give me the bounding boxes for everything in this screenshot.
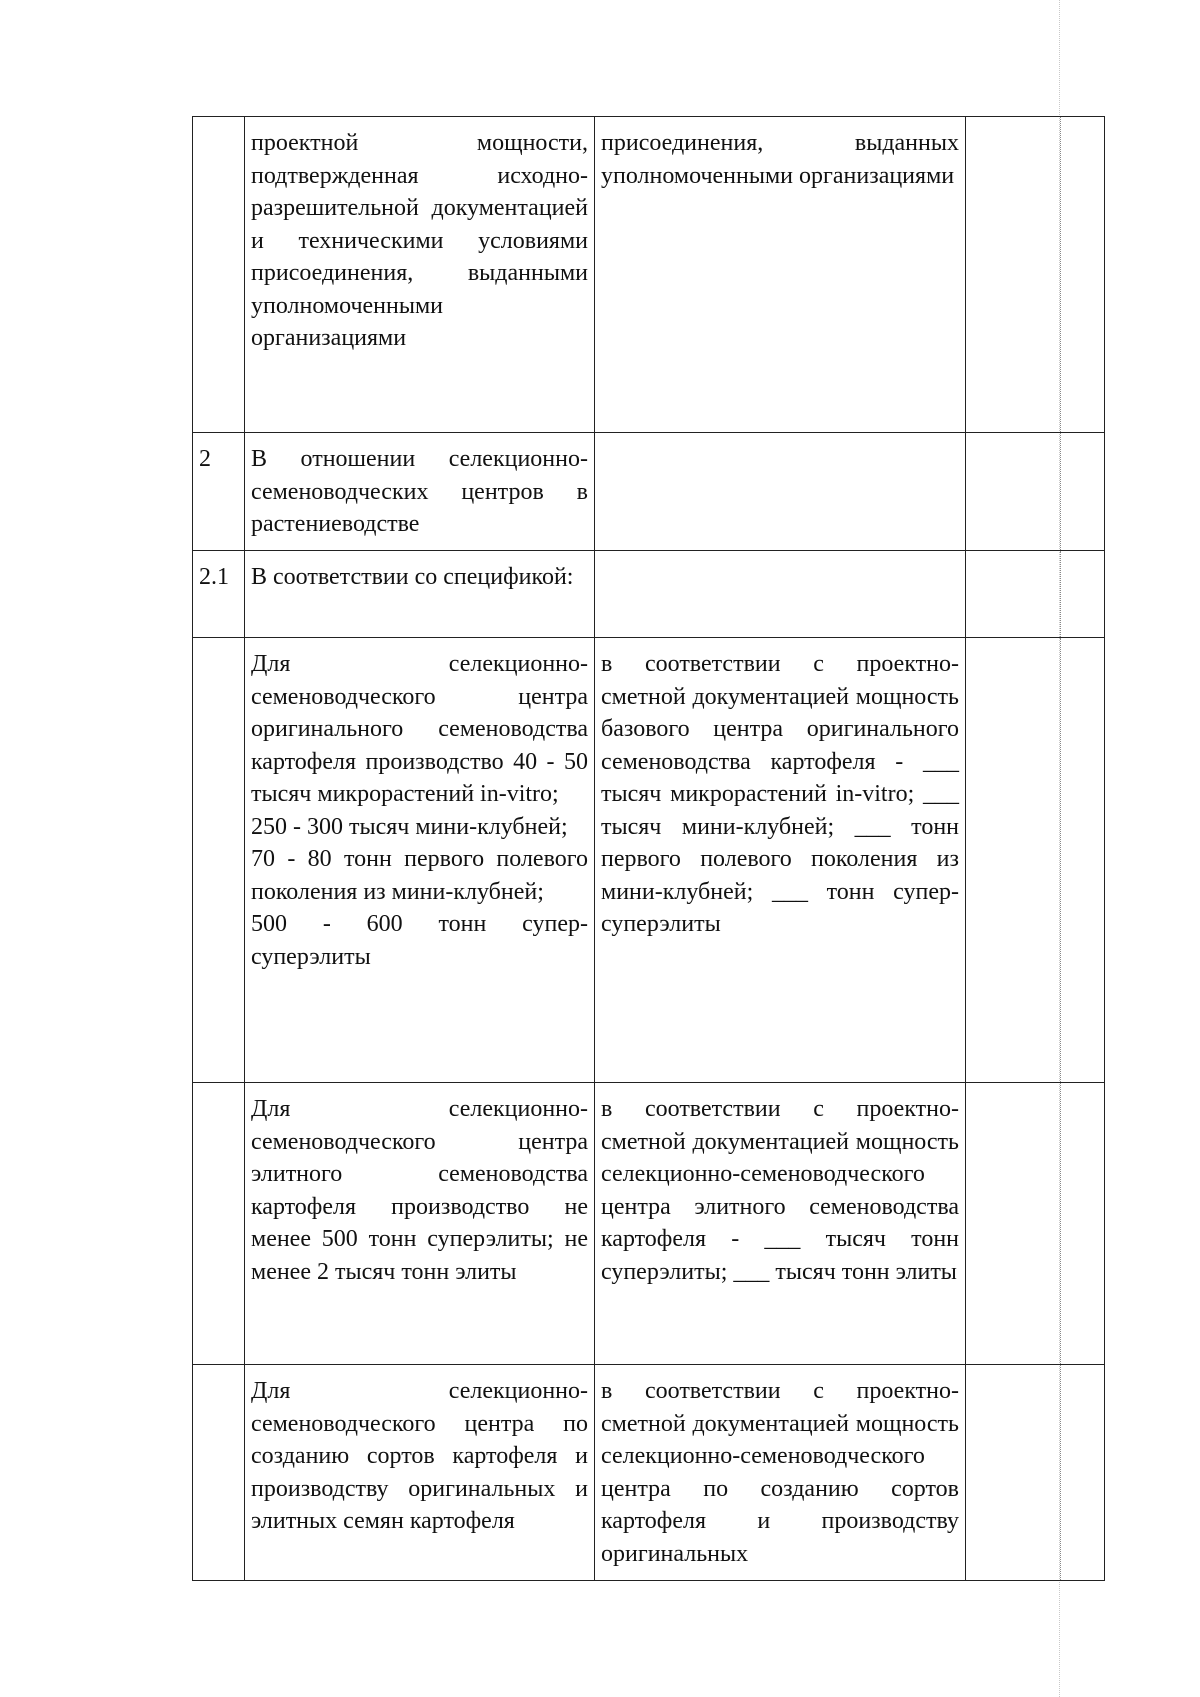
value-cell	[595, 638, 966, 1083]
criterion-text: В соответствии со спецификой:	[251, 564, 574, 590]
value-cell	[595, 1365, 966, 1581]
table-row	[193, 1083, 1105, 1365]
extra-cell	[966, 638, 1061, 1083]
criterion-cell	[245, 1083, 595, 1365]
extra-cell	[966, 1083, 1061, 1365]
row-number: 2.1	[193, 551, 245, 638]
row-number: 2	[193, 433, 245, 551]
row-number	[193, 638, 245, 1083]
extra-cell-right	[1061, 433, 1105, 551]
criterion-cell	[245, 638, 595, 1083]
criterion-text: Для селекционно-семеноводческого центра элитного семеноводства картофеля производство не менее 500 тонн суперэлиты; не менее 2 тысяч тонн элиты	[251, 1096, 588, 1285]
extra-cell-right	[1061, 1365, 1105, 1581]
value-text: в соответствии с проектно-сметной документацией мощность селекционно-семеноводческого центра элитного семеноводства картофеля - ___ тысяч тонн суперэлиты; ___ тысяч тонн элиты	[601, 1096, 959, 1285]
criterion-text: 500 - 600 тонн супер-суперэлиты	[251, 911, 588, 970]
criterion-cell	[245, 117, 595, 433]
criterion-text: Для селекционно-семеноводческого центра по созданию сортов картофеля и производству оригинальных и элитных семян картофеля	[251, 1378, 588, 1534]
criterion-text: 70 - 80 тонн первого полевого поколения из мини-клубней;	[251, 846, 588, 905]
value-cell	[595, 433, 966, 551]
extra-cell	[966, 551, 1061, 638]
table-row	[193, 551, 1105, 638]
criterion-cell	[245, 433, 595, 551]
criterion-cell	[245, 551, 595, 638]
value-text: в соответствии с проектно-сметной документацией мощность базового центра оригинального семеноводства картофеля - ___ тысяч микрорастений in-vitro; ___ тысяч мини-клубней; ___ тонн первого полевого поколения из мини-клубней; ___ тонн супер-суперэлиты	[601, 651, 959, 937]
extra-cell-right	[1061, 1083, 1105, 1365]
row-number	[193, 1083, 245, 1365]
table-row	[193, 1365, 1105, 1581]
value-cell	[595, 551, 966, 638]
table-row	[193, 433, 1105, 551]
table-row	[193, 638, 1105, 1083]
value-cell	[595, 1083, 966, 1365]
extra-cell-right	[1061, 638, 1105, 1083]
value-text: присоединения, выданных уполномоченными организациями	[601, 130, 959, 189]
criterion-text: проектной мощности, подтвержденная исходно-разрешительной документацией и техническими условиями присоединения, выданными уполномоченными организациями	[251, 130, 588, 351]
row-number	[193, 117, 245, 433]
criterion-text: В отношении селекционно-семеноводческих центров в растениеводстве	[251, 446, 588, 537]
row-number	[193, 1365, 245, 1581]
value-cell	[595, 117, 966, 433]
criteria-table	[192, 116, 1105, 1581]
criterion-text: Для селекционно-семеноводческого центра оригинального семеноводства картофеля производство 40 - 50 тысяч микрорастений in-vitro;	[251, 651, 588, 807]
extra-cell	[966, 1365, 1061, 1581]
extra-cell	[966, 433, 1061, 551]
extra-cell-right	[1061, 117, 1105, 433]
criterion-cell	[245, 1365, 595, 1581]
value-text: в соответствии с проектно-сметной документацией мощность селекционно-семеноводческого центра по созданию сортов картофеля и производству оригинальных	[601, 1378, 959, 1567]
criterion-text: 250 - 300 тысяч мини-клубней;	[251, 813, 568, 840]
extra-cell-right	[1061, 551, 1105, 638]
table-row	[193, 117, 1105, 433]
extra-cell	[966, 117, 1061, 433]
